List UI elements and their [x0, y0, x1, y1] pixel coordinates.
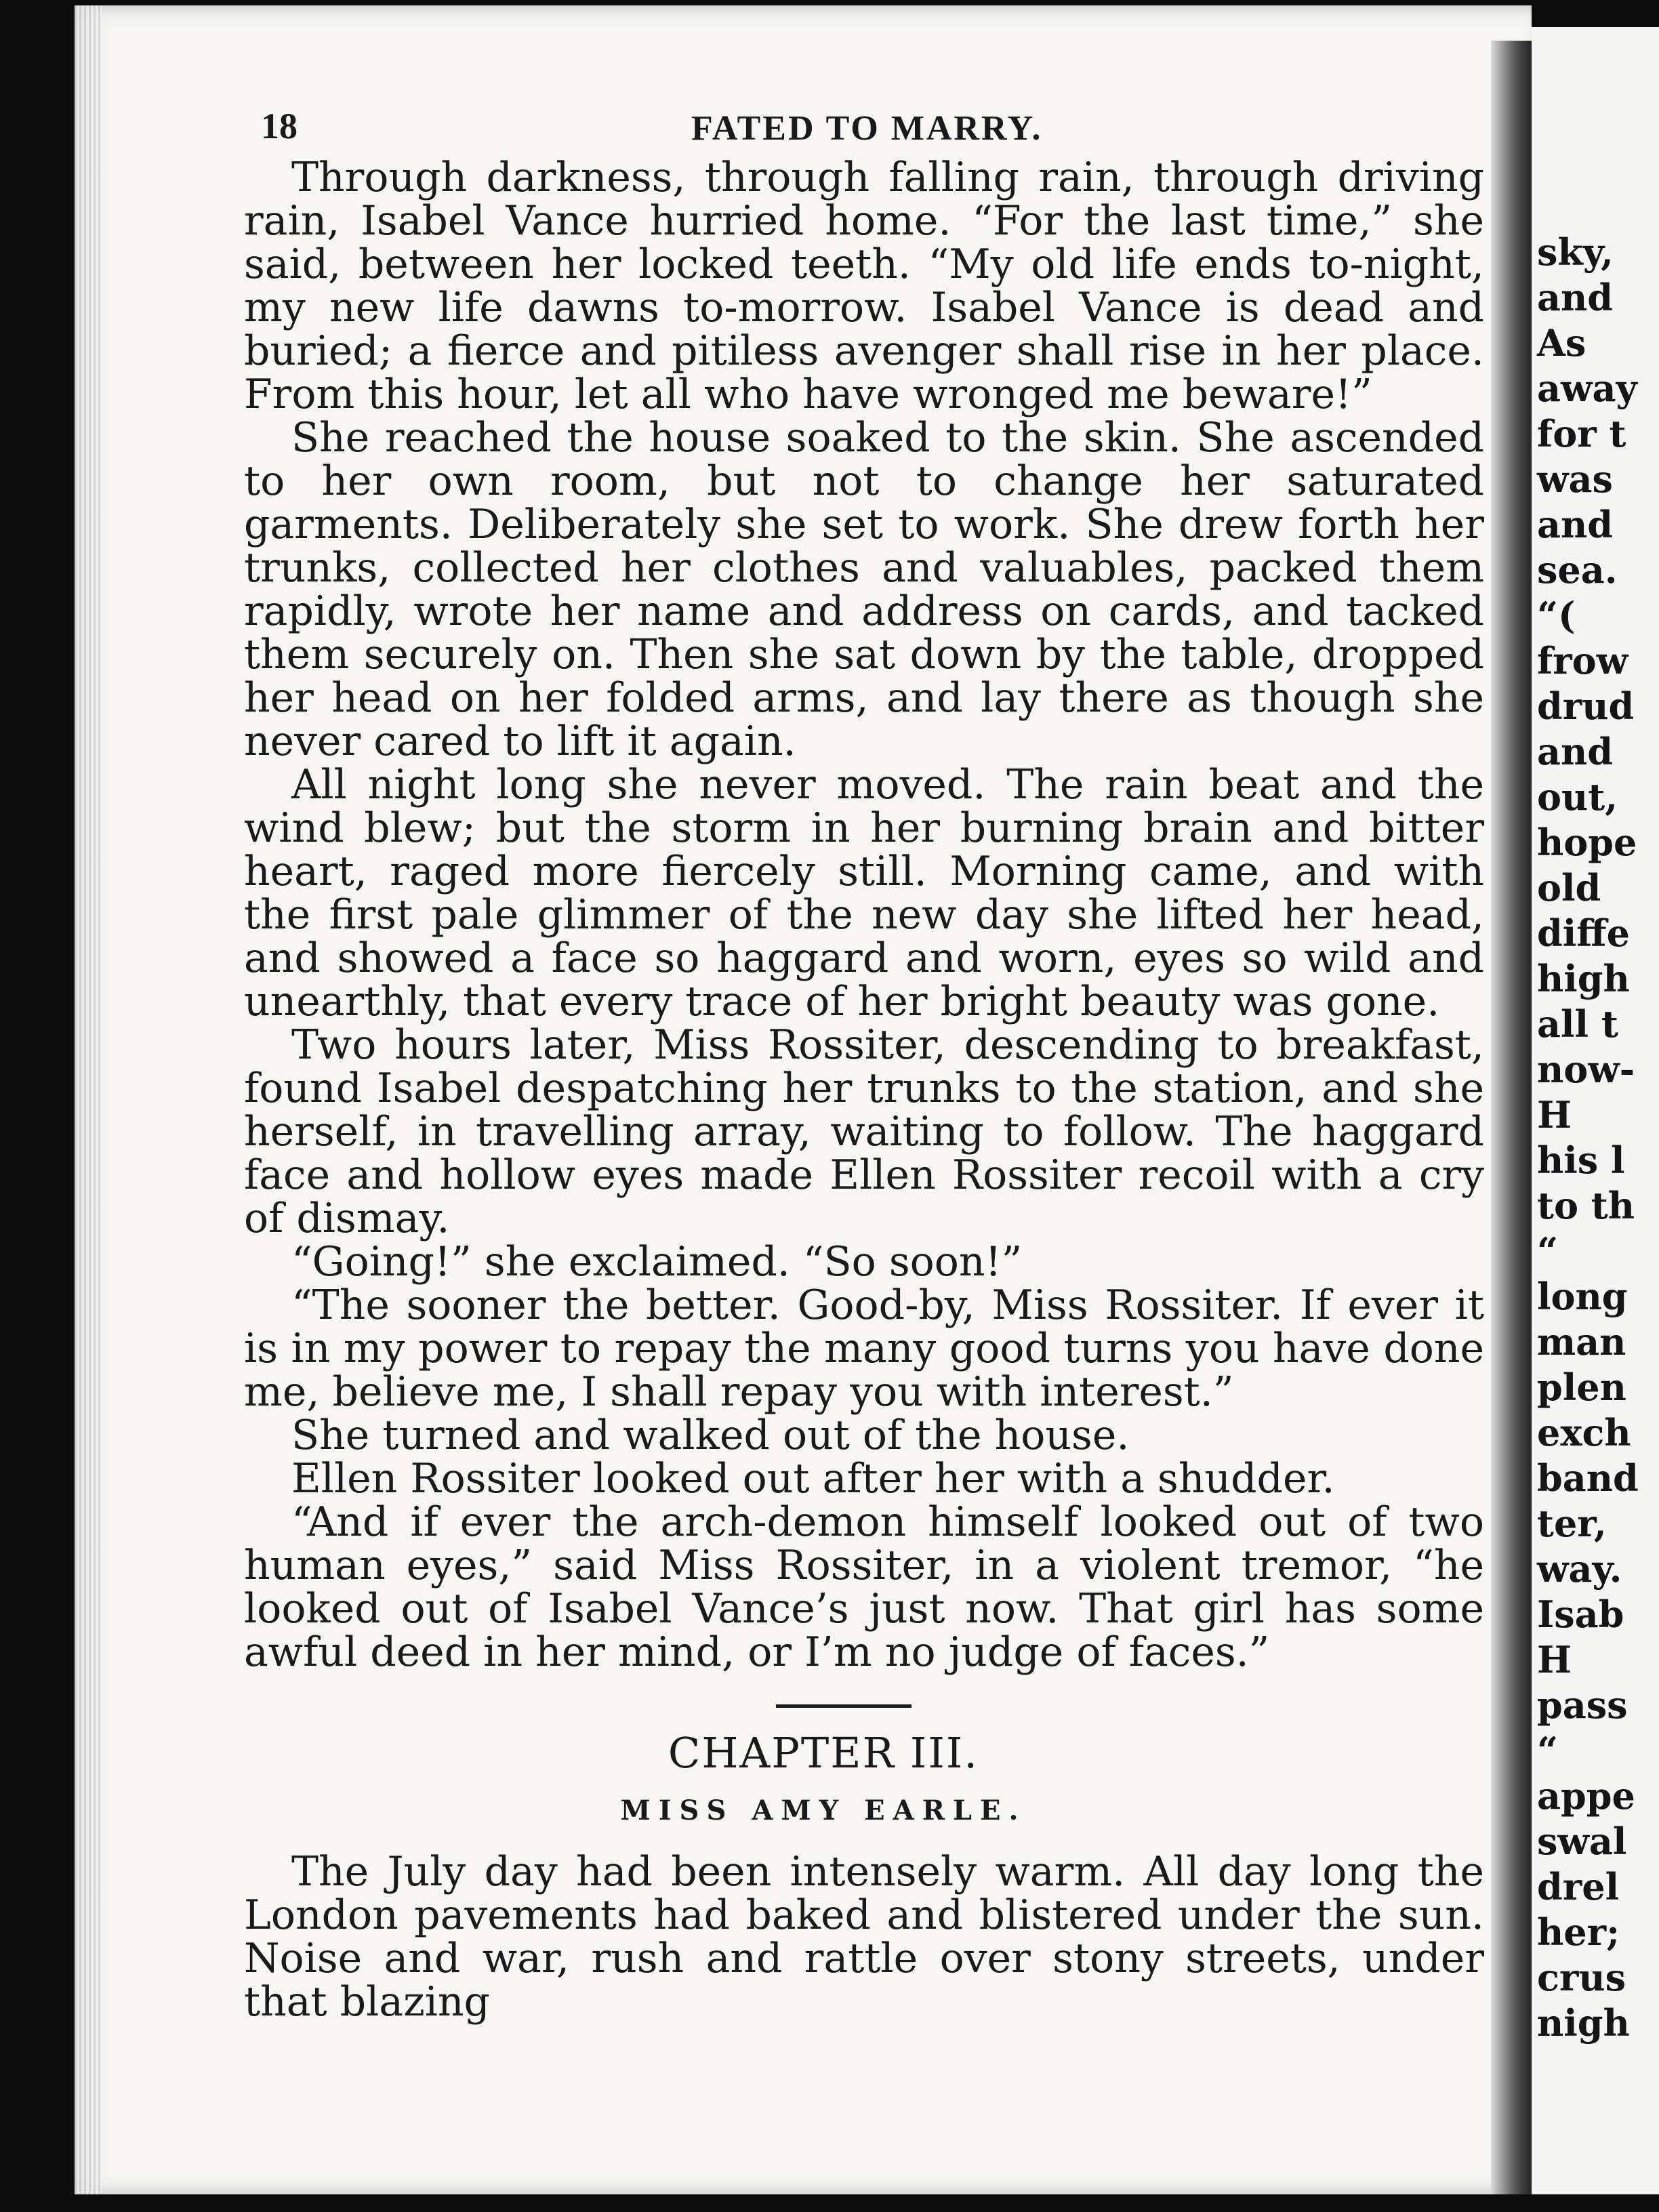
chapter-subtitle: MISS AMY EARLE. [620, 1795, 1027, 1826]
paragraph: Two hours later, Miss Rossiter, descending to breakfast, found Isabel despatching her trunks to the station, and she herself, in travelling array, waiting to follow. The haggard face and hollow eyes made Ellen Rossiter recoil with a cry of dismay. [244, 1021, 1484, 1242]
book-gutter [1491, 41, 1532, 2196]
right-page-fragment: her; [1537, 1910, 1620, 1954]
paragraph: Through darkness, through falling rain, through driving rain, Isabel Vance hurried home. “For the last time,” she said, between her locked teeth. “My old life ends to-night, my new life dawns to-morrow. Isabel Vance is dead and buried; a fierce and pitiless avenger shall rise in her place. From this hour, let all who have wronged me beware!” [244, 154, 1484, 418]
right-page-fragment: diffe [1537, 912, 1630, 955]
paragraph: She reached the house soaked to the skin. She ascended to her own room, but not to change her saturated garments. Deliberately she set to work. She drew forth her trunks, collected her clothes and valuables, packed them rapidly, wrote her name and address on cards, and tacked them securely on. Then she sat down by the table, dropped her head on her folded arms, and lay there as though she never cared to lift it again. [244, 414, 1484, 765]
right-page-fragment: sea. [1537, 548, 1618, 592]
right-page-fragment: for t [1537, 412, 1626, 455]
right-page-fragment: H [1537, 1638, 1572, 1681]
chapter-divider [776, 1704, 912, 1708]
right-page-fragment: drel [1537, 1865, 1620, 1908]
right-page-fragment: way. [1537, 1547, 1622, 1591]
right-page-fragment: “( [1537, 594, 1576, 637]
paragraph: All night long she never moved. The rain beat and the wind blew; but the storm in her burning brain and bitter heart, raged more fiercely still. Morning came, and with the first pale glimmer of the new day she lifted her head, and showed a face so haggard and worn, eyes so wild and unearthly, that every trace of her bright beauty was gone. [244, 761, 1484, 1025]
right-page-fragment: man [1537, 1320, 1626, 1364]
right-page-fragment: exch [1537, 1411, 1631, 1454]
right-page-fragment: old [1537, 866, 1601, 909]
right-page-fragment: H [1537, 1093, 1572, 1136]
right-page-fragment: hope [1537, 821, 1637, 864]
right-page-fragment: drud [1537, 684, 1635, 728]
right-page-fragment: and [1537, 276, 1614, 319]
chapter-opening-paragraph: The July day had been intensely warm. All day long the London pavements had baked and blistered under the sun. Noise and war, rush and rattle over stony streets, under that blazing [244, 1848, 1484, 2026]
right-page-fragment: Isab [1537, 1593, 1624, 1636]
paragraph: She turned and walked out of the house. [291, 1412, 1130, 1459]
paragraph: “The sooner the better. Good-by, Miss Rossiter. If ever it is in my power to repay the many good turns you have done me, believe me, I shall repay you with interest.” [244, 1282, 1484, 1416]
right-page-fragment: plen [1537, 1366, 1626, 1409]
right-page-fragment: to th [1537, 1184, 1635, 1227]
right-page-fragment: long [1537, 1275, 1628, 1318]
right-page-fragment: was [1537, 457, 1613, 501]
right-page-sliver [1532, 27, 1659, 2196]
right-page-fragment: swal [1537, 1820, 1627, 1863]
right-page-fragment: crus [1537, 1956, 1626, 1999]
paragraph: “And if ever the arch-demon himself looked out of two human eyes,” said Miss Rossiter, in a violent tremor, “he looked out of Isabel Vance’s just now. That girl has some awful deed in her mind, or I’m no judge of faces.” [244, 1498, 1484, 1676]
page-content [244, 102, 1484, 2024]
right-page-fragment: “ [1537, 1229, 1559, 1273]
right-page-fragment: frow [1537, 639, 1629, 682]
right-page-fragment: and [1537, 730, 1614, 773]
paragraph: “Going!” she exclaimed. “So soon!” [291, 1238, 1023, 1286]
right-page-fragment: out, [1537, 775, 1618, 819]
right-page-fragment: nigh [1537, 2001, 1630, 2045]
running-head: FATED TO MARRY. [691, 109, 1043, 148]
right-page-fragment: his l [1537, 1139, 1625, 1182]
page-number: 18 [261, 106, 298, 146]
right-page-fragment: ter, [1537, 1502, 1607, 1545]
scan-border [0, 2194, 1659, 2212]
right-page-fragment: now- [1537, 1048, 1635, 1091]
right-page-fragment: “ [1537, 1729, 1559, 1772]
page-header [244, 102, 1484, 156]
paragraph: Ellen Rossiter looked out after her with a shudder. [291, 1455, 1335, 1502]
right-page-fragment: band [1537, 1456, 1639, 1500]
right-page-fragment: all t [1537, 1002, 1618, 1046]
page-edge-strips [75, 5, 102, 2194]
right-page-fragment: As [1537, 321, 1586, 365]
right-page-fragment: high [1537, 957, 1630, 1000]
right-page-fragment: sky, [1537, 230, 1614, 274]
right-page-fragment: away [1537, 367, 1637, 410]
right-page-fragment: appe [1537, 1774, 1635, 1818]
chapter-title: CHAPTER III. [668, 1728, 979, 1778]
right-page-fragment: and [1537, 503, 1614, 546]
right-page-fragment: pass [1537, 1683, 1628, 1727]
